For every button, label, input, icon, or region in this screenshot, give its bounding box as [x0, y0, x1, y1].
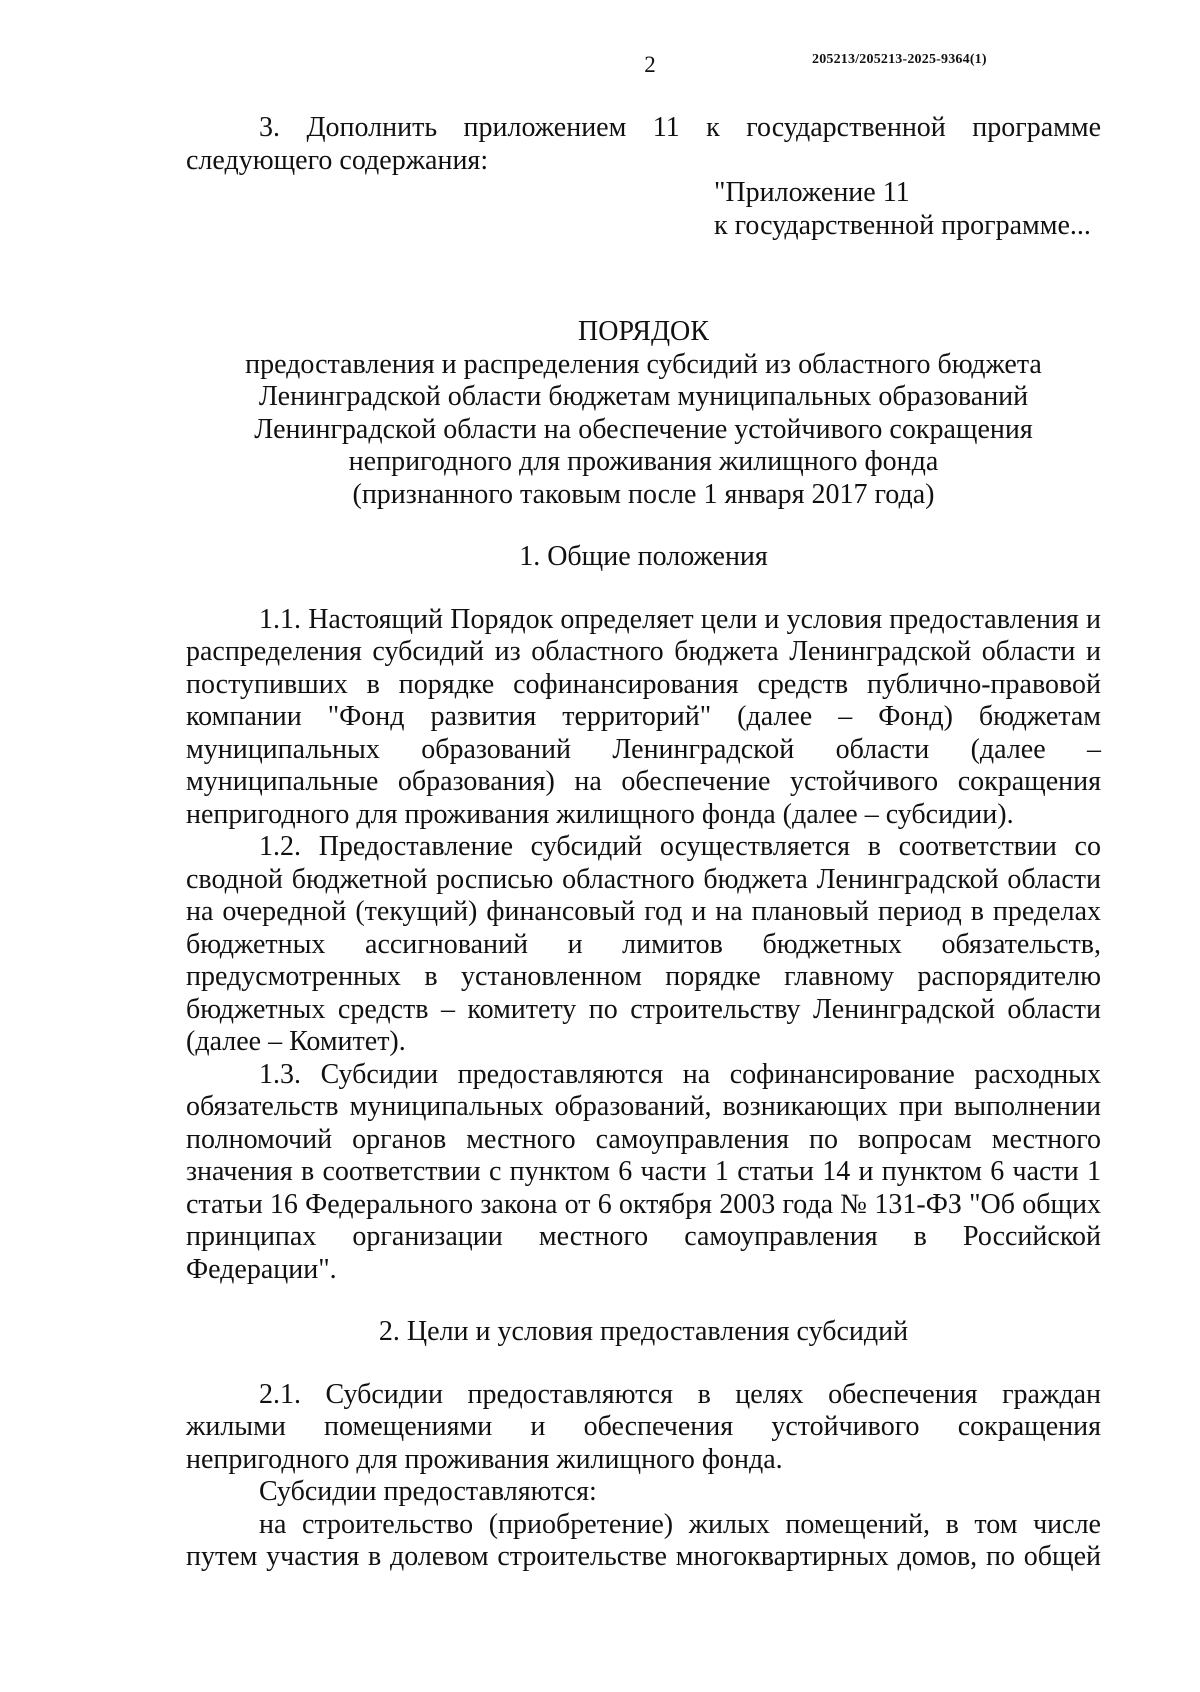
paragraph-2-2: Субсидии предоставляются:	[259, 1476, 597, 1507]
section-1-heading: 1. Общие положения	[519, 541, 768, 572]
title-line-5: (признанного таковым после 1 января 2017 года)	[352, 478, 935, 510]
title-line-2: Ленинградской области бюджетам муниципальных образований	[258, 381, 1029, 412]
paragraph-1-1: 1.1. Настоящий Порядок определяет цели и условия предоставления и распределения субсидий из областного бюджета Ленинградской области и поступивших в порядке софинансирования средств публично-правовой компании "Фонд развития территорий" (далее – Фонд) бюджетам муниципальных образований Ленинградской области (далее – муниципальные образования) на обеспечение устойчивого сокращения непригодного для проживания жилищного фонда (далее – субсидии).	[186, 603, 1101, 830]
paragraph-2-1: 2.1. Субсидии предоставляются в целях обеспечения граждан жилыми помещениями и обеспечения устойчивого сокращения непригодного для проживания жилищного фонда.	[186, 1378, 1101, 1475]
document-body	[186, 112, 1101, 1574]
item-3-line-1: 3. Дополнить приложением 11 к государственной программе	[259, 112, 1101, 143]
appendix-reference-line-1: "Приложение 11	[714, 177, 910, 208]
appendix-reference	[714, 177, 1101, 242]
document-id: 205213/205213-2025-9364(1)	[812, 52, 987, 67]
section-2-heading: 2. Цели и условия предоставления субсидий	[378, 1316, 909, 1347]
paragraph-2-3: на строительство (приобретение) жилых помещений, в том числе путем участия в долевом строительстве многоквартирных домов, по общей	[186, 1508, 1101, 1572]
appendix-reference-line-2: к государственной программе...	[714, 209, 1091, 241]
title-line-3: Ленинградской области на обеспечение устойчивого сокращения	[254, 413, 1033, 445]
title-line-1: предоставления и распределения субсидий из областного бюджета	[245, 348, 1042, 380]
item-3-line-2: следующего содержания:	[186, 144, 489, 176]
paragraph-1-2: 1.2. Предоставление субсидий осуществляется в соответствии со сводной бюджетной росписью областного бюджета Ленинградской области на очередной (текущий) финансовый год и на плановый период в пределах бюджетных ассигнований и лимитов бюджетных обязательств, предусмотренных в установленном порядке главному распорядителю бюджетных средств – комитету по строительству Ленинградской области (далее – Комитет).	[186, 831, 1101, 1057]
document-title-block	[186, 316, 1101, 511]
document-title: ПОРЯДОК	[578, 316, 709, 347]
page-number: 2	[644, 52, 656, 77]
title-line-4: непригодного для проживания жилищного фонда	[348, 446, 939, 477]
paragraph-1-3: 1.3. Субсидии предоставляются на софинансирование расходных обязательств муниципальных образований, возникающих при выполнении полномочий органов местного самоуправления по вопросам местного значения в соответствии с пунктом 6 части 1 статьи 14 и пунктом 6 части 1 статьи 16 Федерального закона от 6 октября 2003 года № 131-ФЗ "Об общих принципах организации местного самоуправления в Российской Федерации".	[186, 1058, 1101, 1285]
